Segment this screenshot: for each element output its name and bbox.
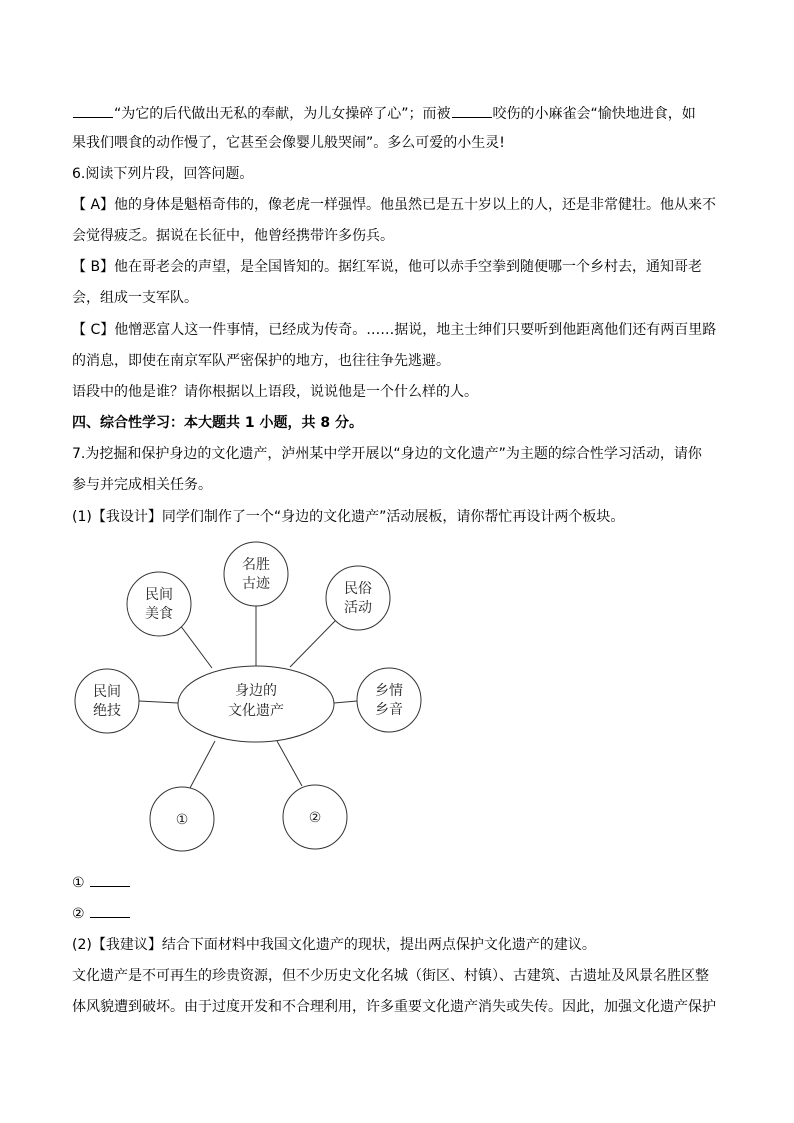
node-label: 乡情 — [375, 683, 403, 699]
section-4-heading: 四、综合性学习：本大题共 1 小题，共 8 分。 — [72, 415, 363, 431]
question-6-title: 6.阅读下列片段，回答问题。 — [72, 166, 254, 182]
node-label: ① — [175, 812, 189, 828]
answer-1-label: ① — [72, 875, 85, 891]
answer-2-blank[interactable] — [90, 903, 130, 918]
node-label: 美食 — [145, 606, 173, 622]
node-label: 民间 — [93, 684, 121, 700]
connector-line — [290, 620, 336, 667]
answer-2-label: ② — [72, 906, 85, 922]
paragraph-c-line-2: 的消息，即使在南京军队严密保护的地方，也往往争先逃避。 — [72, 353, 450, 369]
paragraph-b-line-1: 【 B】他在哥老会的声望，是全国皆知的。据红军说，他可以赤手空拳到随便哪一个乡村去，通知哥老 — [72, 259, 703, 275]
material-line-2: 体风貌遭到破坏。由于过度开发和不合理利用，许多重要文化遗产消失或失传。因此，加强文化遗产保护 — [72, 999, 716, 1015]
node-blank-2 — [283, 785, 347, 849]
question-7-line-2: 参与并完成相关任务。 — [72, 477, 212, 493]
connector-line — [334, 701, 357, 703]
answer-1-row — [72, 872, 131, 893]
node-label: 绝技 — [93, 703, 121, 719]
paragraph-a-line-2: 会觉得疲乏。据说在长征中，他曾经携带许多伤兵。 — [72, 228, 394, 244]
passage-text: 咬伤的小麻雀会“愉快地进食，如 — [492, 106, 696, 122]
node-minsu-huodong — [326, 566, 390, 630]
connector-line — [139, 701, 178, 703]
node-label: 活动 — [344, 600, 372, 616]
question-6-prompt: 语段中的他是谁？请你根据以上语段，说说他是一个什么样的人。 — [72, 384, 478, 400]
material-line-1: 文化遗产是不可再生的珍贵资源，但不少历史文化名城（街区、村镇）、古建筑、古遗址及风景名胜区整 — [72, 968, 709, 984]
passage-text: “为它的后代做出无私的奉献，为儿女操碎了心”；而被 — [114, 106, 451, 122]
node-label: 民俗 — [344, 581, 372, 597]
passage-line-2: 果我们喂食的动作慢了，它甚至会像婴儿般哭闹”。多么可爱的小生灵! — [72, 135, 505, 151]
answer-2-row — [72, 903, 131, 924]
node-mingsheng-guji — [224, 542, 288, 606]
paragraph-b-line-2: 会，组成一支军队。 — [72, 290, 198, 306]
center-label-line-2: 文化遗产 — [228, 703, 284, 719]
question-7-line-1: 7.为挖掘和保护身边的文化遗产，泸州某中学开展以“身边的文化遗产”为主题的综合性学习活动，请你 — [72, 446, 702, 462]
connector-line — [180, 625, 212, 668]
connector-line — [277, 741, 302, 786]
node-label: 民间 — [145, 587, 173, 603]
paragraph-a-line-1: 【 A】他的身体是魁梧奇伟的，像老虎一样强悍。他虽然已是五十岁以上的人，还是非常健壮。他从来不 — [72, 197, 717, 213]
node-blank-1 — [150, 787, 214, 851]
connector-line — [190, 741, 215, 788]
answer-1-blank[interactable] — [90, 872, 130, 887]
node-label: 名胜 — [242, 557, 270, 573]
node-label: ② — [308, 810, 322, 826]
question-7-part-2: (2)【我建议】结合下面材料中我国文化遗产的现状，提出两点保护文化遗产的建议。 — [72, 937, 596, 953]
paragraph-c-line-1: 【 C】他憎恶富人这一件事情，已经成为传奇。……据说，地主士绅们只要听到他距离他们还有两百里路 — [72, 322, 717, 338]
node-xiangqing-xiangyin — [357, 668, 421, 732]
center-node — [178, 666, 334, 742]
node-label: 古迹 — [242, 576, 270, 592]
center-label-line-1: 身边的 — [235, 683, 277, 699]
node-label: 乡音 — [375, 702, 403, 718]
question-7-part-1: (1)【我设计】同学们制作了一个“身边的文化遗产”活动展板，请你帮忙再设计两个板块。 — [72, 509, 625, 525]
node-minjian-jueji — [75, 669, 139, 733]
node-minjian-meishi — [127, 572, 191, 636]
